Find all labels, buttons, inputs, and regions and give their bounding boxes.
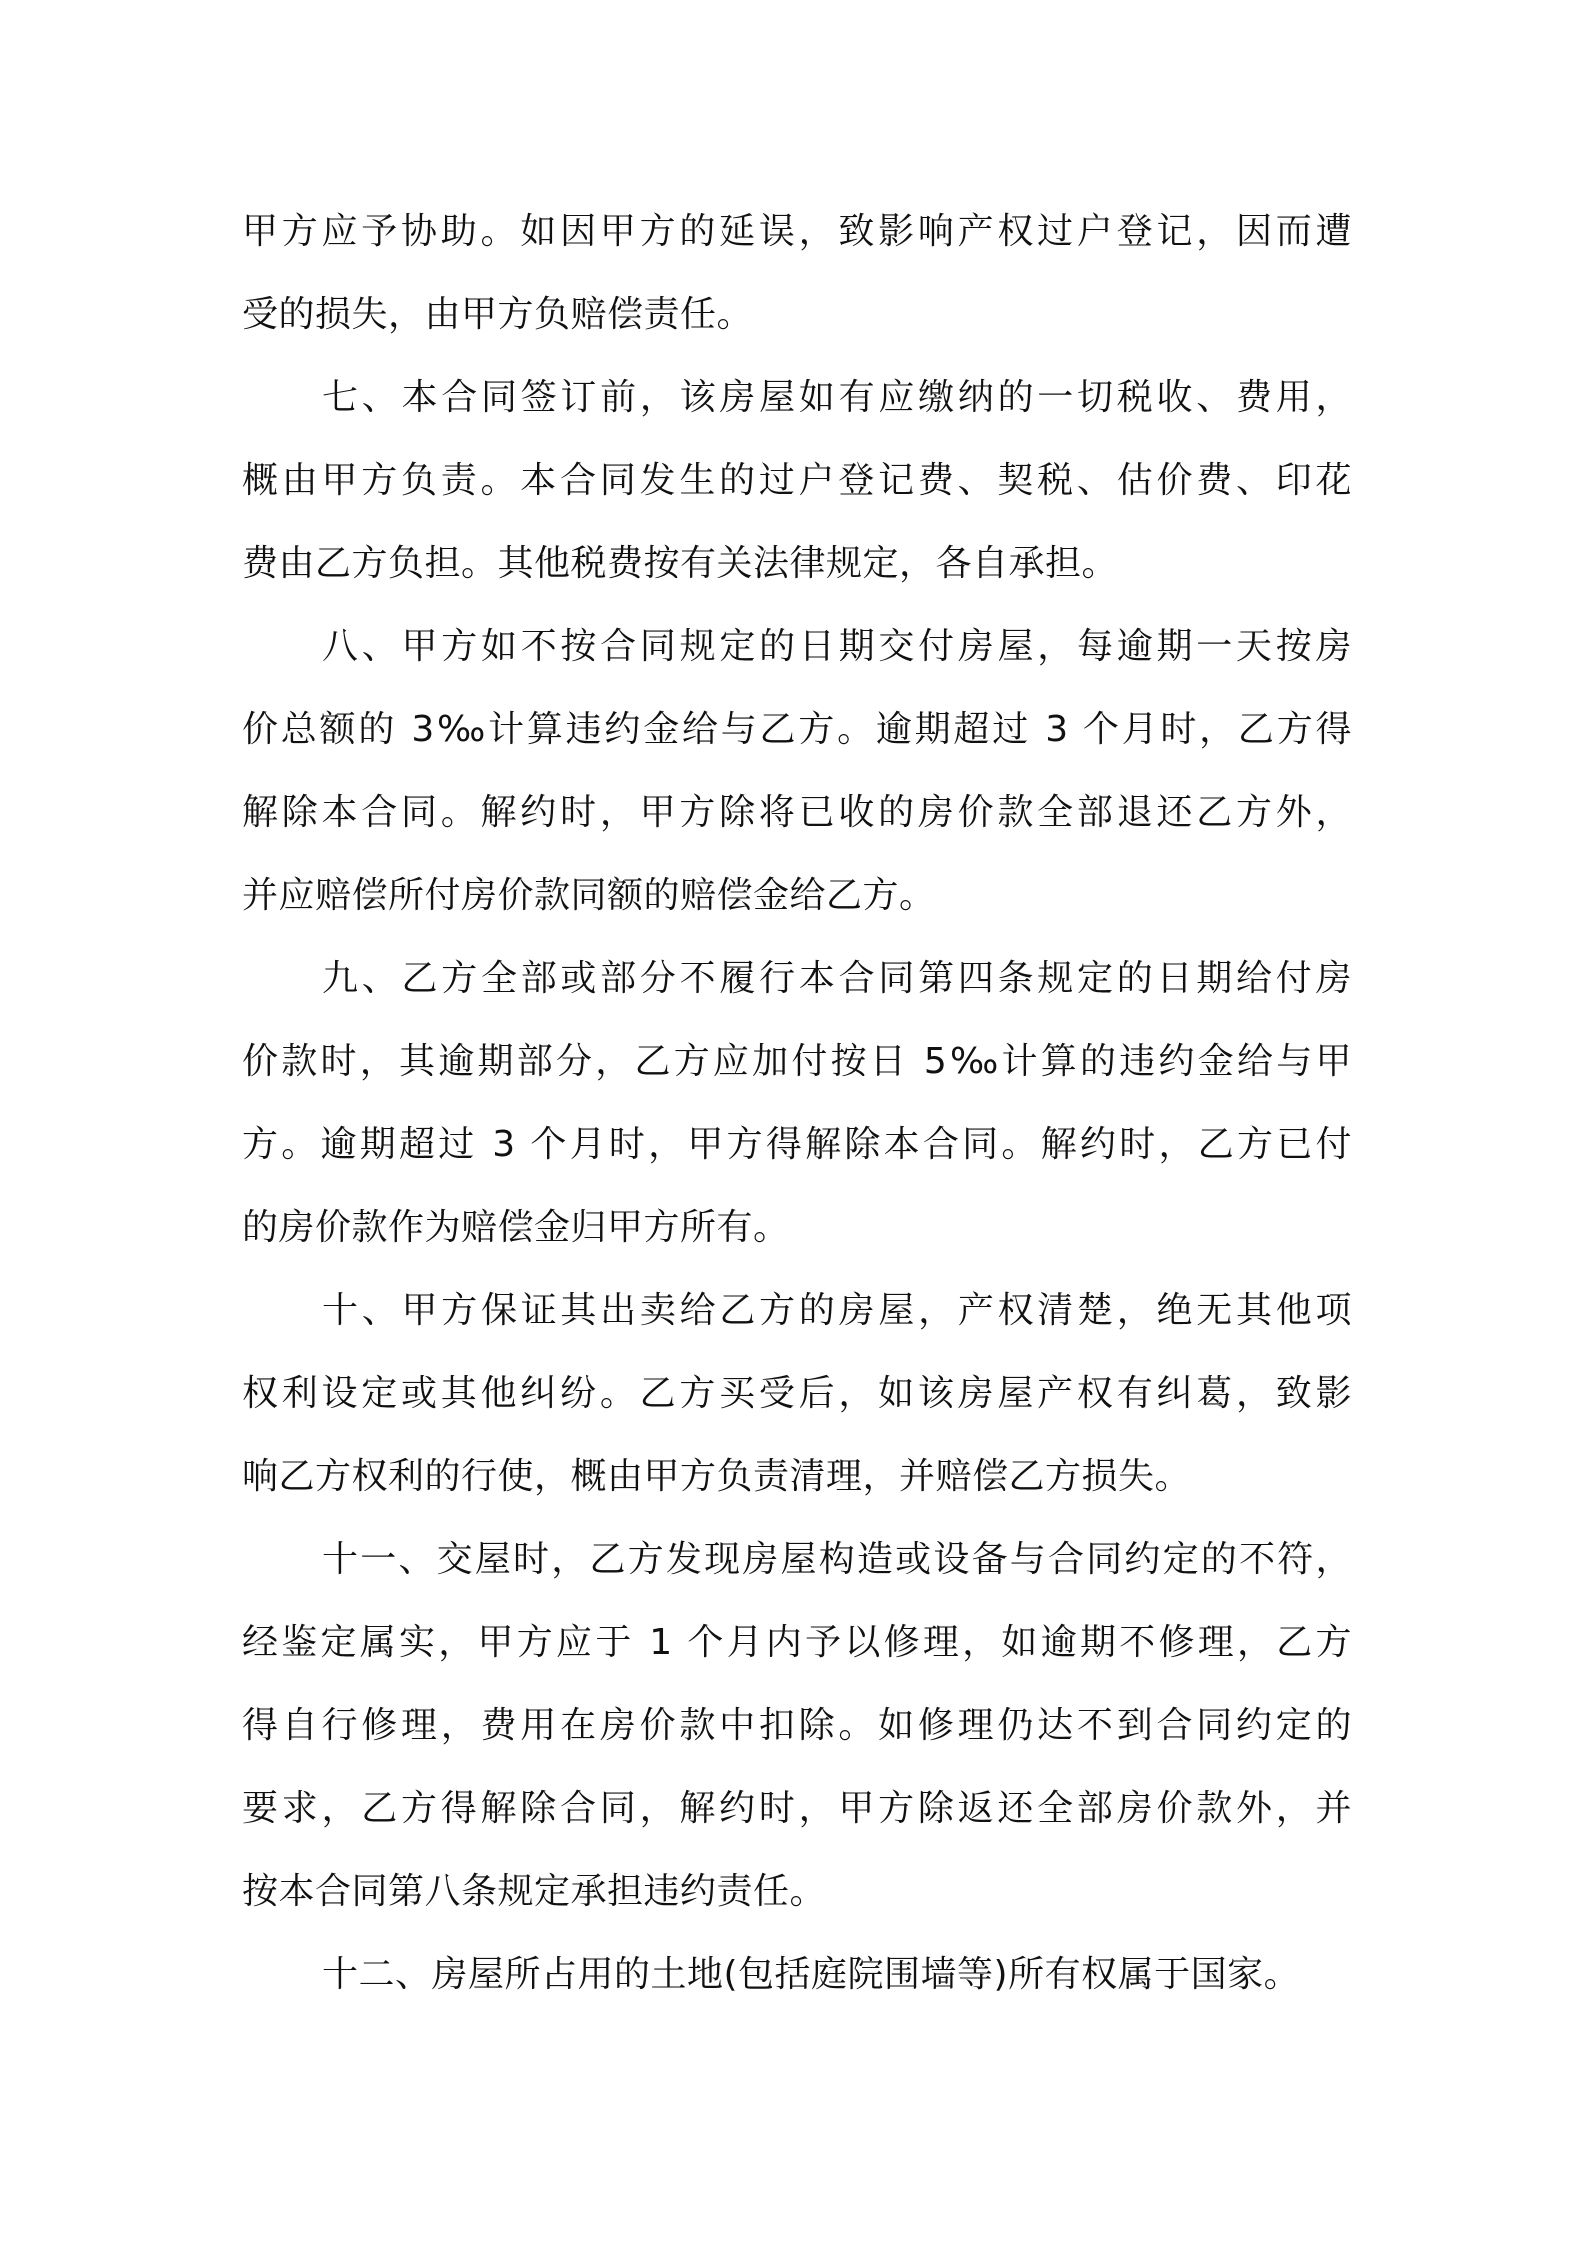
clause-11-line-5: 按本合同第八条规定承担违约责任。: [242, 1871, 827, 1912]
clause-8-line-4: 并应赔偿所付房价款同额的赔偿金给乙方。: [242, 875, 936, 916]
clause-7-line-3: 费由乙方负担。其他税费按有关法律规定，各自承担。: [242, 543, 1119, 584]
clause-10-line-2: 权利设定或其他纠纷。乙方买受后，如该房屋产权有纠葛，致影: [242, 1373, 1352, 1414]
clause-9-line-4: 的房价款作为赔偿金归甲方所有。: [242, 1207, 790, 1248]
clause-12-line-1: 十二、房屋所占用的土地(包括庭院围墙等)所有权属于国家。: [322, 1954, 1301, 1995]
clause-8-line-3: 解除本合同。解约时，甲方除将已收的房价款全部退还乙方外，: [242, 792, 1352, 833]
clause-6-line-2: 受的损失，由甲方负赔偿责任。: [242, 294, 754, 335]
clause-11-line-4: 要求，乙方得解除合同，解约时，甲方除返还全部房价款外，并: [242, 1788, 1352, 1829]
clause-10-line-3: 响乙方权利的行使，概由甲方负责清理，并赔偿乙方损失。: [242, 1456, 1192, 1497]
contract-text: [242, 190, 1352, 2016]
clause-10-line-1: 十、甲方保证其出卖给乙方的房屋，产权清楚，绝无其他项: [322, 1290, 1352, 1331]
clause-7-line-2: 概由甲方负责。本合同发生的过户登记费、契税、估价费、印花: [242, 460, 1352, 501]
clause-8-line-1: 八、甲方如不按合同规定的日期交付房屋，每逾期一天按房: [322, 626, 1352, 667]
clause-7-line-1: 七、本合同签订前，该房屋如有应缴纳的一切税收、费用，: [322, 377, 1352, 418]
clause-9-line-3: 方。逾期超过 3 个月时，甲方得解除本合同。解约时，乙方已付: [242, 1124, 1352, 1165]
clause-8-line-2: 价总额的 3‰计算违约金给与乙方。逾期超过 3 个月时，乙方得: [242, 709, 1352, 750]
clause-11-line-1: 十一、交屋时，乙方发现房屋构造或设备与合同约定的不符，: [322, 1539, 1352, 1580]
clause-11-line-2: 经鉴定属实，甲方应于 1 个月内予以修理，如逾期不修理，乙方: [242, 1622, 1352, 1663]
clause-9-line-1: 九、乙方全部或部分不履行本合同第四条规定的日期给付房: [322, 958, 1352, 999]
clause-6-line-1: 甲方应予协助。如因甲方的延误，致影响产权过户登记，因而遭: [242, 211, 1352, 252]
clause-11-line-3: 得自行修理，费用在房价款中扣除。如修理仍达不到合同约定的: [242, 1705, 1352, 1746]
clause-9-line-2: 价款时，其逾期部分，乙方应加付按日 5‰计算的违约金给与甲: [242, 1041, 1352, 1082]
